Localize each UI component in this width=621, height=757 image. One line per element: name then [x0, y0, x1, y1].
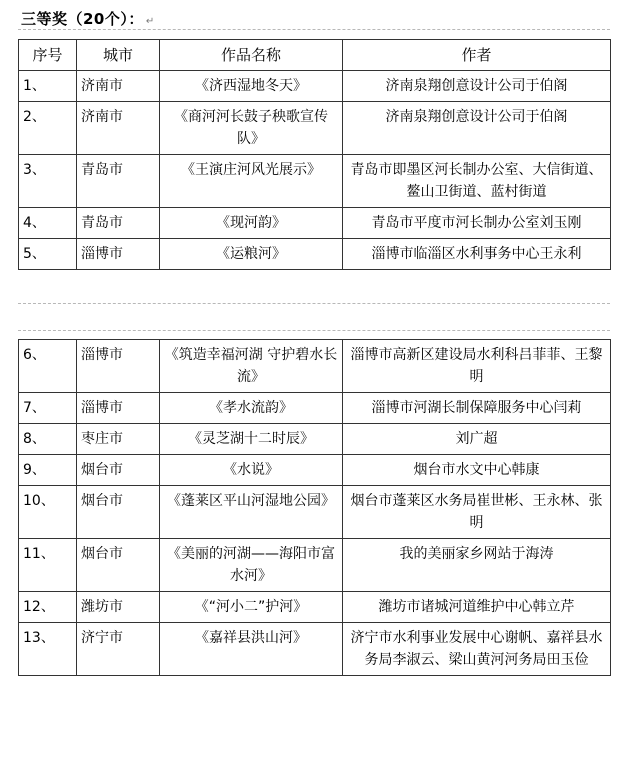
table-row — [19, 623, 611, 676]
cell-city: 济宁市 — [77, 623, 160, 676]
cell-work: 《灵芝湖十二时辰》 — [160, 424, 343, 455]
cell-author: 刘广超 — [343, 424, 611, 455]
cell-author: 济南泉翔创意设计公司于伯阁 — [343, 102, 611, 155]
cell-city: 烟台市 — [77, 455, 160, 486]
cell-work: 《济西湿地冬天》 — [160, 71, 343, 102]
cell-city: 济南市 — [77, 71, 160, 102]
cell-city: 淄博市 — [77, 340, 160, 393]
cell-city: 济南市 — [77, 102, 160, 155]
cell-num: 10、 — [19, 486, 77, 539]
table-row — [19, 239, 611, 270]
awards-table-part-2 — [18, 339, 611, 676]
page-break-line — [18, 303, 610, 304]
cell-num: 9、 — [19, 455, 77, 486]
page-guide-line — [18, 330, 610, 331]
cell-work: 《运粮河》 — [160, 239, 343, 270]
cell-city: 青岛市 — [77, 208, 160, 239]
cell-city: 淄博市 — [77, 393, 160, 424]
cell-num: 5、 — [19, 239, 77, 270]
cell-city: 烟台市 — [77, 539, 160, 592]
header-work: 作品名称 — [160, 40, 343, 71]
cell-author: 潍坊市诸城河道维护中心韩立芹 — [343, 592, 611, 623]
cell-city: 青岛市 — [77, 155, 160, 208]
cell-city: 淄博市 — [77, 239, 160, 270]
cell-work: 《商河河长鼓子秧歌宣传队》 — [160, 102, 343, 155]
cell-author: 济宁市水利事业发展中心谢帆、嘉祥县水务局李淑云、梁山黄河河务局田玉俭 — [343, 623, 611, 676]
cell-author: 烟台市水文中心韩康 — [343, 455, 611, 486]
cell-author: 青岛市即墨区河长制办公室、大信街道、鳌山卫街道、蓝村街道 — [343, 155, 611, 208]
cell-num: 7、 — [19, 393, 77, 424]
cell-num: 13、 — [19, 623, 77, 676]
cell-author: 烟台市蓬莱区水务局崔世彬、王永林、张明 — [343, 486, 611, 539]
cell-work: 《现河韵》 — [160, 208, 343, 239]
table-row — [19, 340, 611, 393]
cell-work: 《水说》 — [160, 455, 343, 486]
paragraph-mark-icon: ↵ — [145, 16, 155, 27]
cell-author: 淄博市河湖长制保障服务中心闫莉 — [343, 393, 611, 424]
cell-num: 6、 — [19, 340, 77, 393]
table-header-row — [19, 40, 611, 71]
table-row — [19, 539, 611, 592]
cell-num: 12、 — [19, 592, 77, 623]
section-title — [21, 8, 155, 29]
cell-work: 《美丽的河湖——海阳市富水河》 — [160, 539, 343, 592]
cell-work: 《“河小二”护河》 — [160, 592, 343, 623]
cell-num: 11、 — [19, 539, 77, 592]
header-city: 城市 — [77, 40, 160, 71]
awards-table-part-1 — [18, 39, 611, 270]
section-title-text: 三等奖（20个）： — [21, 10, 144, 28]
table-row — [19, 71, 611, 102]
table-row — [19, 155, 611, 208]
cell-work: 《筑造幸福河湖 守护碧水长流》 — [160, 340, 343, 393]
header-num: 序号 — [19, 40, 77, 71]
table-row — [19, 592, 611, 623]
cell-num: 3、 — [19, 155, 77, 208]
cell-author: 淄博市高新区建设局水利科吕菲菲、王黎明 — [343, 340, 611, 393]
cell-work: 《孝水流韵》 — [160, 393, 343, 424]
cell-city: 枣庄市 — [77, 424, 160, 455]
cell-num: 1、 — [19, 71, 77, 102]
page-guide-line — [18, 29, 610, 30]
table-row — [19, 102, 611, 155]
cell-author: 济南泉翔创意设计公司于伯阁 — [343, 71, 611, 102]
cell-author: 淄博市临淄区水利事务中心王永利 — [343, 239, 611, 270]
cell-city: 烟台市 — [77, 486, 160, 539]
cell-work: 《嘉祥县洪山河》 — [160, 623, 343, 676]
cell-author: 青岛市平度市河长制办公室刘玉刚 — [343, 208, 611, 239]
cell-work: 《蓬莱区平山河湿地公园》 — [160, 486, 343, 539]
cell-num: 8、 — [19, 424, 77, 455]
cell-num: 4、 — [19, 208, 77, 239]
table-row — [19, 455, 611, 486]
table-row — [19, 486, 611, 539]
cell-work: 《王演庄河风光展示》 — [160, 155, 343, 208]
header-author: 作者 — [343, 40, 611, 71]
cell-num: 2、 — [19, 102, 77, 155]
cell-author: 我的美丽家乡网站于海涛 — [343, 539, 611, 592]
table-row — [19, 424, 611, 455]
table-row — [19, 208, 611, 239]
table-row — [19, 393, 611, 424]
cell-city: 潍坊市 — [77, 592, 160, 623]
